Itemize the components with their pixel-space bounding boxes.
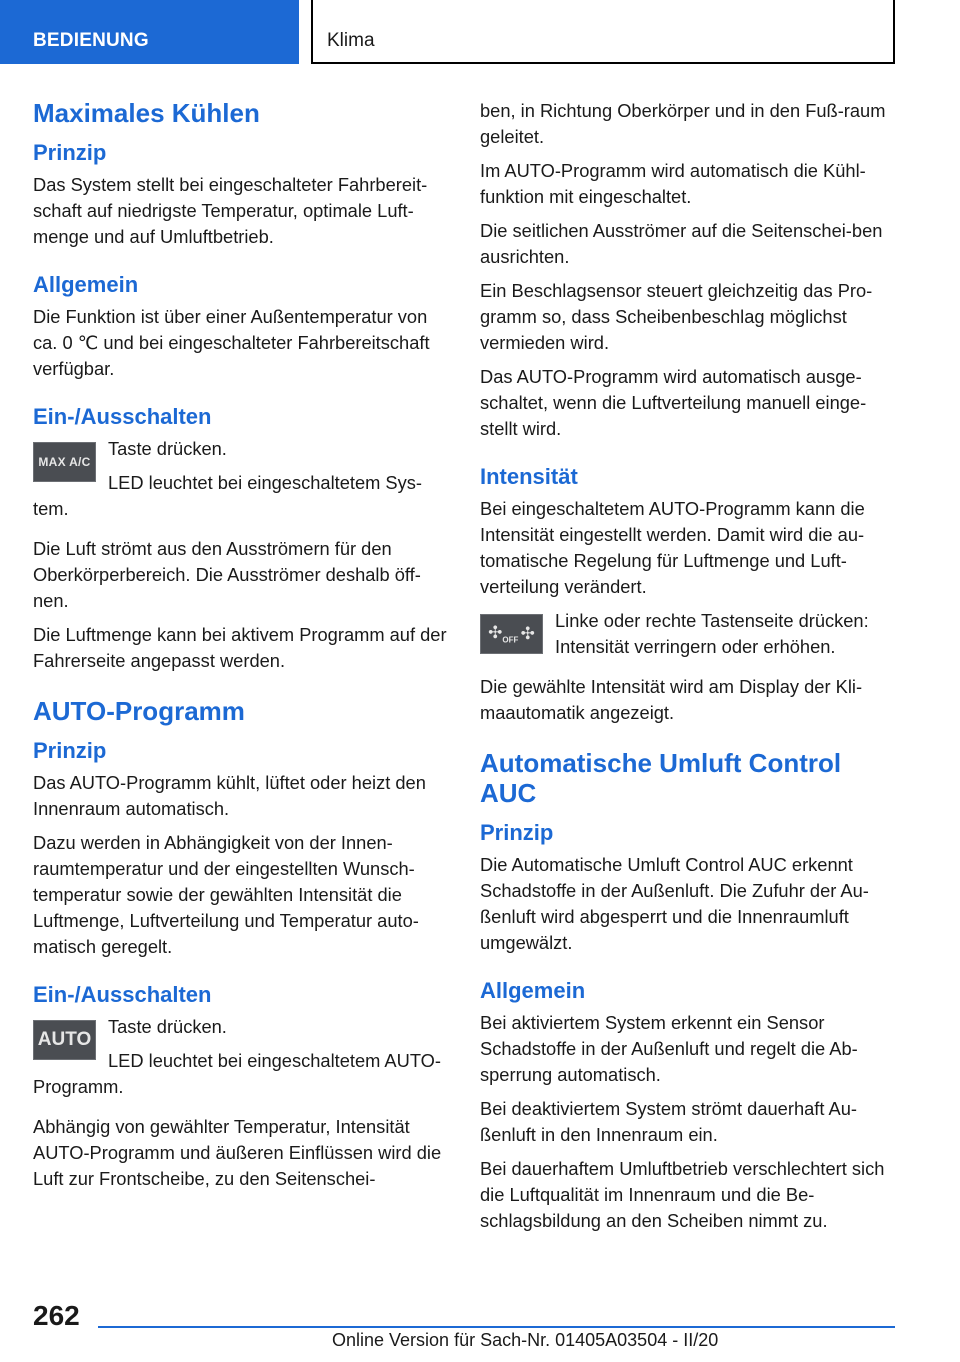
fan-icon: $✣_{OFF}$ xyxy=(488,623,519,645)
heading-ein-ausschalten: Ein-/Ausschalten xyxy=(33,404,212,429)
paragraph: Bei dauerhaftem Umluftbetrieb verschlechtert sich die Luftqualität im Innenraum und die Be-schlagsbildung an den Scheiben nimmt zu. xyxy=(480,1158,885,1231)
heading-prinzip: Prinzip xyxy=(33,140,107,165)
fan-intensity-button-icon xyxy=(480,614,543,654)
heading-prinzip: Prinzip xyxy=(33,738,107,763)
paragraph: Dazu werden in Abhängigkeit von der Innen-raumtemperatur und der eingestellten Wunsch-temperatur sowie der gewählten Intensität die Luftmenge, Luftverteilung und Temperatur auto-matisch geregelt. xyxy=(33,832,419,957)
paragraph: Das AUTO-Programm wird automatisch ausge-schaltet, wenn die Luftverteilung manuell einge-stellt wird. xyxy=(480,366,867,439)
paragraph: Das System stellt bei eingeschalteter Fahrbereit-schaft auf niedrigste Temperatur, optimale Luft-menge und auf Umluftbetrieb. xyxy=(33,174,428,247)
paragraph: Ein Beschlagsensor steuert gleichzeitig das Pro-gramm so, dass Scheibenbeschlag möglichst vermieden wird. xyxy=(480,280,873,353)
heading-allgemein: Allgemein xyxy=(480,978,586,1003)
right-column xyxy=(480,98,890,1242)
heading-intensitaet: Intensität xyxy=(480,464,578,489)
heading-allgemein: Allgemein xyxy=(33,272,139,297)
heading-ein-ausschalten: Ein-/Ausschalten xyxy=(33,982,212,1007)
max-ac-button-icon: MAX A/C xyxy=(33,442,96,482)
paragraph: Das AUTO-Programm kühlt, lüftet oder heizt den Innenraum automatisch. xyxy=(33,772,426,819)
paragraph: Die Automatische Umluft Control AUC erkennt Schadstoffe in der Außenluft. Die Zufuhr der Au-ßenluft wird abgesperrt und die Innenraumluft umgewälzt. xyxy=(480,854,869,953)
paragraph: Bei aktiviertem System erkennt ein Sensor Schadstoffe in der Außenluft und regelt die Ab-sperrung automatisch. xyxy=(480,1012,858,1085)
paragraph: Taste drücken. xyxy=(108,438,227,459)
paragraph: ben, in Richtung Oberkörper und in den Fuß-raum geleitet. xyxy=(480,100,886,147)
paragraph: Abhängig von gewählter Temperatur, Intensität AUTO-Programm und äußeren Einflüssen wird die Luft zur Frontscheibe, zu den Seitenschei- xyxy=(33,1116,442,1189)
footer-rule xyxy=(98,1326,895,1328)
paragraph: Die Luft strömt aus den Ausströmern für den Oberkörperbereich. Die Ausströmer deshalb öff-nen. xyxy=(33,538,421,611)
chapter-title: Klima xyxy=(311,0,895,64)
paragraph: Die Funktion ist über einer Außentemperatur von ca. 0 ℃ und bei eingeschalteter Fahrbereitschaft verfügbar. xyxy=(33,306,430,379)
heading-auto-programm: AUTO-Programm xyxy=(33,696,245,726)
paragraph: LED leuchtet bei eingeschaltetem Sys-tem. xyxy=(33,472,422,519)
left-column xyxy=(33,98,448,1200)
paragraph: Die Luftmenge kann bei aktivem Programm auf der Fahrerseite angepasst werden. xyxy=(33,624,447,671)
paragraph: Im AUTO-Programm wird automatisch die Kühl-funktion mit eingeschaltet. xyxy=(480,160,866,207)
auto-button-icon: AUTO xyxy=(33,1020,96,1060)
page-number: 262 xyxy=(33,1300,80,1331)
paragraph: Bei deaktiviertem System strömt dauerhaft Au-ßenluft in den Innenraum ein. xyxy=(480,1098,857,1145)
footer-text: Online Version für Sach-Nr. 01405A03504 - II/20 xyxy=(332,1330,719,1350)
paragraph: LED leuchtet bei eingeschaltetem AUTO-Programm. xyxy=(33,1050,441,1097)
paragraph: Linke oder rechte Tastenseite drücken: Intensität verringern oder erhöhen. xyxy=(555,610,869,657)
paragraph: Bei eingeschaltetem AUTO-Programm kann die Intensität eingestellt werden. Damit wird die au-tomatische Regelung für Luftmenge und Luft-verteilung verändert. xyxy=(480,498,865,597)
instruction-block xyxy=(33,436,448,530)
instruction-block xyxy=(33,1014,448,1108)
heading-auc: Automatische Umluft Control AUC xyxy=(480,748,842,808)
heading-maximales-kuehlen: Maximales Kühlen xyxy=(33,98,260,128)
paragraph: Die seitlichen Ausströmer auf die Seitenschei-ben ausrichten. xyxy=(480,220,883,267)
paragraph: Die gewählte Intensität wird am Display der Kli-maautomatik angezeigt. xyxy=(480,676,863,723)
instruction-block xyxy=(480,608,890,668)
paragraph: Taste drücken. xyxy=(108,1016,227,1037)
section-tab: BEDIENUNG xyxy=(0,0,299,64)
fan-icon: ✣ xyxy=(520,624,535,643)
heading-prinzip: Prinzip xyxy=(480,820,554,845)
